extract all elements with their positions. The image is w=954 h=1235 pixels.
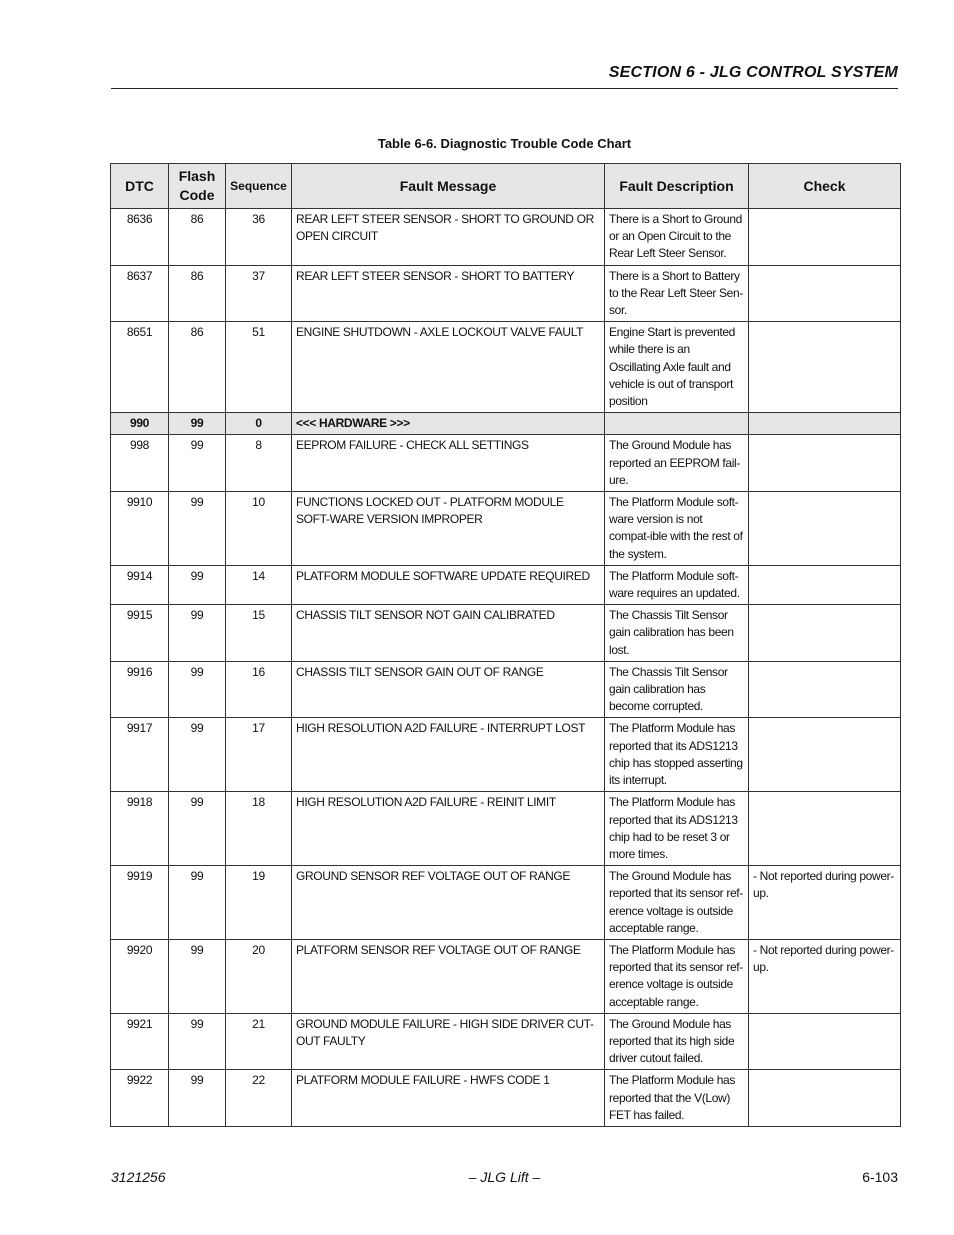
header-flash-code bbox=[169, 164, 226, 209]
header-check: Check bbox=[749, 164, 901, 209]
cell-check bbox=[749, 413, 901, 435]
cell-sequence: 0 bbox=[226, 413, 292, 435]
cell-dtc: 9910 bbox=[111, 492, 169, 566]
header-dtc: DTC bbox=[111, 164, 169, 209]
cell-sequence: 15 bbox=[226, 605, 292, 662]
cell-sequence: 19 bbox=[226, 866, 292, 940]
cell-check bbox=[749, 718, 901, 792]
cell-fault-description: The Platform Module has reported that its ADS1213 chip had to be reset 3 or more times. bbox=[605, 792, 749, 866]
cell-sequence: 16 bbox=[226, 661, 292, 718]
cell-check bbox=[749, 209, 901, 266]
cell-sequence: 10 bbox=[226, 492, 292, 566]
cell-flash-code: 99 bbox=[169, 1070, 226, 1127]
cell-dtc: 9921 bbox=[111, 1013, 169, 1070]
cell-fault-description: The Platform Module has reported that the V(Low) FET has failed. bbox=[605, 1070, 749, 1127]
table-row bbox=[111, 605, 901, 662]
table-row bbox=[111, 492, 901, 566]
cell-flash-code: 99 bbox=[169, 1013, 226, 1070]
header-flash-line2: Code bbox=[179, 187, 215, 203]
cell-fault-message: GROUND MODULE FAILURE - HIGH SIDE DRIVER CUT-OUT FAULTY bbox=[292, 1013, 605, 1070]
cell-check bbox=[749, 1070, 901, 1127]
cell-flash-code: 99 bbox=[169, 492, 226, 566]
footer-brand: – JLG Lift – bbox=[468, 1169, 541, 1185]
cell-fault-message: PLATFORM MODULE FAILURE - HWFS CODE 1 bbox=[292, 1070, 605, 1127]
cell-fault-message: GROUND SENSOR REF VOLTAGE OUT OF RANGE bbox=[292, 866, 605, 940]
cell-flash-code: 99 bbox=[169, 661, 226, 718]
cell-flash-code: 99 bbox=[169, 605, 226, 662]
cell-check: - Not reported during power-up. bbox=[749, 939, 901, 1013]
table-row bbox=[111, 661, 901, 718]
cell-flash-code: 99 bbox=[169, 718, 226, 792]
cell-flash-code: 99 bbox=[169, 939, 226, 1013]
cell-dtc: 9916 bbox=[111, 661, 169, 718]
cell-check bbox=[749, 661, 901, 718]
cell-fault-message: REAR LEFT STEER SENSOR - SHORT TO BATTERY bbox=[292, 265, 605, 322]
cell-check bbox=[749, 605, 901, 662]
section-header: SECTION 6 - JLG CONTROL SYSTEM bbox=[608, 64, 898, 81]
cell-sequence: 17 bbox=[226, 718, 292, 792]
cell-check bbox=[749, 565, 901, 604]
cell-flash-code: 86 bbox=[169, 209, 226, 266]
cell-dtc: 990 bbox=[111, 413, 169, 435]
table-row bbox=[111, 939, 901, 1013]
cell-sequence: 37 bbox=[226, 265, 292, 322]
cell-dtc: 9917 bbox=[111, 718, 169, 792]
cell-flash-code: 99 bbox=[169, 413, 226, 435]
cell-flash-code: 99 bbox=[169, 866, 226, 940]
cell-flash-code: 86 bbox=[169, 322, 226, 413]
cell-fault-description: The Ground Module has reported an EEPROM fail-ure. bbox=[605, 435, 749, 492]
cell-fault-message: HIGH RESOLUTION A2D FAILURE - INTERRUPT LOST bbox=[292, 718, 605, 792]
cell-fault-description: The Ground Module has reported that its sensor ref-erence voltage is outside acceptable range. bbox=[605, 866, 749, 940]
cell-sequence: 51 bbox=[226, 322, 292, 413]
cell-fault-message: FUNCTIONS LOCKED OUT - PLATFORM MODULE SOFT-WARE VERSION IMPROPER bbox=[292, 492, 605, 566]
header-sequence: Sequence bbox=[226, 164, 292, 209]
cell-check bbox=[749, 435, 901, 492]
cell-sequence: 8 bbox=[226, 435, 292, 492]
cell-fault-message: REAR LEFT STEER SENSOR - SHORT TO GROUND OR OPEN CIRCUIT bbox=[292, 209, 605, 266]
table-group-row bbox=[111, 413, 901, 435]
table-body bbox=[111, 209, 901, 1127]
header-fault-message: Fault Message bbox=[292, 164, 605, 209]
cell-sequence: 36 bbox=[226, 209, 292, 266]
cell-dtc: 9915 bbox=[111, 605, 169, 662]
cell-fault-description: The Platform Module soft-ware requires an updated. bbox=[605, 565, 749, 604]
cell-check bbox=[749, 265, 901, 322]
cell-fault-description: The Chassis Tilt Sensor gain calibration has been lost. bbox=[605, 605, 749, 662]
cell-sequence: 21 bbox=[226, 1013, 292, 1070]
table-row bbox=[111, 565, 901, 604]
cell-check bbox=[749, 322, 901, 413]
cell-dtc: 8651 bbox=[111, 322, 169, 413]
table-row bbox=[111, 1013, 901, 1070]
table-row bbox=[111, 718, 901, 792]
cell-sequence: 20 bbox=[226, 939, 292, 1013]
cell-fault-description: The Platform Module has reported that its ADS1213 chip has stopped asserting its interrupt. bbox=[605, 718, 749, 792]
cell-dtc: 9918 bbox=[111, 792, 169, 866]
cell-fault-description: There is a Short to Ground or an Open Circuit to the Rear Left Steer Sensor. bbox=[605, 209, 749, 266]
cell-fault-message: HIGH RESOLUTION A2D FAILURE - REINIT LIMIT bbox=[292, 792, 605, 866]
table-row bbox=[111, 866, 901, 940]
cell-dtc: 9919 bbox=[111, 866, 169, 940]
cell-fault-message: CHASSIS TILT SENSOR NOT GAIN CALIBRATED bbox=[292, 605, 605, 662]
cell-fault-message: EEPROM FAILURE - CHECK ALL SETTINGS bbox=[292, 435, 605, 492]
table-row bbox=[111, 792, 901, 866]
table-row bbox=[111, 265, 901, 322]
cell-sequence: 22 bbox=[226, 1070, 292, 1127]
cell-fault-description: There is a Short to Battery to the Rear Left Steer Sen-sor. bbox=[605, 265, 749, 322]
cell-fault-description: The Ground Module has reported that its high side driver cutout failed. bbox=[605, 1013, 749, 1070]
cell-sequence: 14 bbox=[226, 565, 292, 604]
cell-flash-code: 99 bbox=[169, 565, 226, 604]
cell-dtc: 8637 bbox=[111, 265, 169, 322]
header-fault-description: Fault Description bbox=[605, 164, 749, 209]
table-row bbox=[111, 435, 901, 492]
table-row bbox=[111, 322, 901, 413]
cell-dtc: 9914 bbox=[111, 565, 169, 604]
cell-sequence: 18 bbox=[226, 792, 292, 866]
footer-page-number: 6-103 bbox=[862, 1169, 898, 1185]
cell-flash-code: 99 bbox=[169, 435, 226, 492]
cell-check bbox=[749, 792, 901, 866]
table-title: Table 6-6. Diagnostic Trouble Code Chart bbox=[377, 136, 632, 151]
header-flash-line1: Flash bbox=[178, 168, 216, 184]
cell-fault-description: The Platform Module has reported that its sensor ref-erence voltage is outside acceptable range. bbox=[605, 939, 749, 1013]
footer-doc-number: 3121256 bbox=[111, 1169, 166, 1185]
cell-fault-description: The Platform Module soft-ware version is not compat-ible with the rest of the system. bbox=[605, 492, 749, 566]
dtc-table bbox=[110, 163, 901, 1127]
table-row bbox=[111, 209, 901, 266]
cell-fault-message: <<< HARDWARE >>> bbox=[292, 413, 605, 435]
cell-check bbox=[749, 1013, 901, 1070]
cell-dtc: 9922 bbox=[111, 1070, 169, 1127]
cell-fault-description bbox=[605, 413, 749, 435]
cell-dtc: 8636 bbox=[111, 209, 169, 266]
cell-flash-code: 99 bbox=[169, 792, 226, 866]
cell-check: - Not reported during power-up. bbox=[749, 866, 901, 940]
cell-fault-message: ENGINE SHUTDOWN - AXLE LOCKOUT VALVE FAULT bbox=[292, 322, 605, 413]
cell-fault-description: The Chassis Tilt Sensor gain calibration has become corrupted. bbox=[605, 661, 749, 718]
cell-fault-message: PLATFORM SENSOR REF VOLTAGE OUT OF RANGE bbox=[292, 939, 605, 1013]
cell-dtc: 998 bbox=[111, 435, 169, 492]
cell-fault-message: PLATFORM MODULE SOFTWARE UPDATE REQUIRED bbox=[292, 565, 605, 604]
cell-fault-description: Engine Start is prevented while there is an Oscillating Axle fault and vehicle is out of transport position bbox=[605, 322, 749, 413]
cell-dtc: 9920 bbox=[111, 939, 169, 1013]
table-header-row bbox=[111, 164, 901, 209]
cell-fault-message: CHASSIS TILT SENSOR GAIN OUT OF RANGE bbox=[292, 661, 605, 718]
cell-flash-code: 86 bbox=[169, 265, 226, 322]
header-rule bbox=[111, 88, 898, 89]
table-row bbox=[111, 1070, 901, 1127]
cell-check bbox=[749, 492, 901, 566]
